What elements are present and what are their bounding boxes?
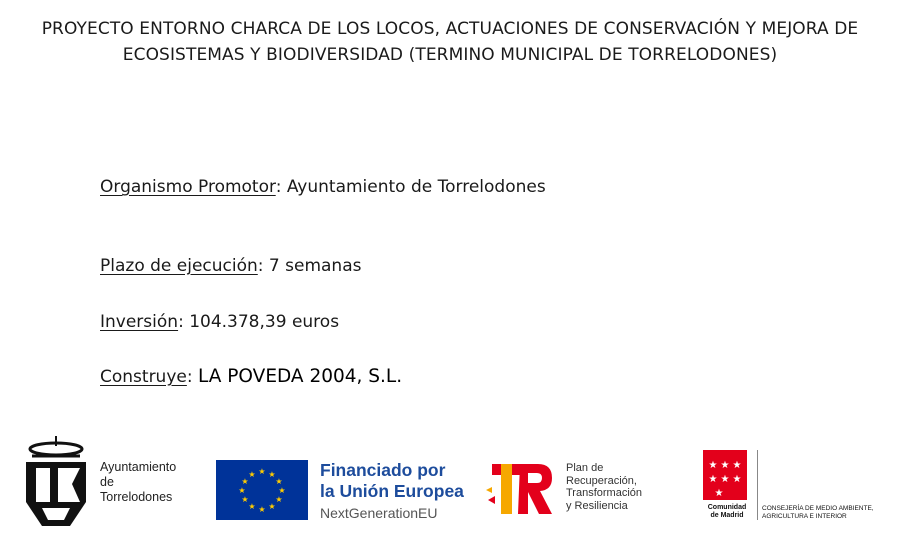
field-promotor-label: Organismo Promotor xyxy=(100,177,276,197)
ayuntamiento-text xyxy=(100,460,176,505)
prtr-line2: Recuperación, xyxy=(566,474,637,487)
field-construye-value: LA POVEDA 2004, S.L. xyxy=(198,366,403,387)
svg-text:★: ★ xyxy=(258,467,266,476)
field-inversion xyxy=(100,312,339,332)
svg-text:★: ★ xyxy=(248,502,256,511)
svg-text:★: ★ xyxy=(241,477,249,486)
svg-text:★: ★ xyxy=(732,474,742,485)
prtr-line1: Plan de xyxy=(566,462,604,474)
ayuntamiento-line2: de xyxy=(100,475,114,489)
svg-text:★: ★ xyxy=(732,460,742,471)
svg-text:★: ★ xyxy=(278,486,286,495)
madrid-divider xyxy=(757,450,758,520)
svg-text:★: ★ xyxy=(708,474,718,485)
madrid-name xyxy=(698,504,756,520)
field-promotor-value: Ayuntamiento de Torrelodones xyxy=(286,177,546,197)
field-inversion-value: 104.378,39 euros xyxy=(189,312,340,332)
prtr-logo-icon xyxy=(486,460,556,516)
madrid-name-line1: Comunidad xyxy=(707,504,747,511)
field-construye xyxy=(100,366,402,387)
svg-text:★: ★ xyxy=(248,470,256,479)
logos-footer xyxy=(0,430,900,530)
eu-line3: NextGenerationEU xyxy=(320,505,438,521)
svg-text:★: ★ xyxy=(268,502,276,511)
field-promotor-sep: : xyxy=(275,177,287,197)
eu-line2: la Unión Europea xyxy=(320,481,464,501)
field-construye-label: Construye xyxy=(100,367,187,387)
svg-text:★: ★ xyxy=(268,470,276,479)
svg-text:★: ★ xyxy=(708,460,718,471)
prtr-line4: y Resiliencia xyxy=(566,499,628,512)
eu-funding-text xyxy=(320,460,464,524)
project-title: PROYECTO ENTORNO CHARCA DE LOS LOCOS, ACTUACIONES DE CONSERVACIÓN Y MEJORA DE ECOSISTEMAS Y BIODIVERSIDAD (TERMINO MUNICIPAL DE TORRELODONES) xyxy=(41,19,859,65)
field-plazo xyxy=(100,256,361,276)
madrid-flag-icon xyxy=(703,450,747,500)
field-promotor xyxy=(100,177,546,197)
madrid-dept-line2: AGRICULTURA E INTERIOR xyxy=(762,513,847,520)
svg-text:★: ★ xyxy=(241,495,249,504)
field-plazo-sep: : xyxy=(257,256,269,276)
field-inversion-sep: : xyxy=(178,312,190,332)
svg-text:★: ★ xyxy=(275,495,283,504)
svg-text:★: ★ xyxy=(275,477,283,486)
svg-text:★: ★ xyxy=(258,505,266,514)
field-plazo-value: 7 semanas xyxy=(268,256,362,276)
madrid-dept-line1: CONSEJERÍA DE MEDIO AMBIENTE, xyxy=(762,505,874,512)
torrelodones-crest-icon xyxy=(20,432,92,528)
ayuntamiento-line3: Torrelodones xyxy=(100,490,173,504)
field-construye-sep: : xyxy=(186,367,198,387)
eu-flag-icon xyxy=(216,460,308,520)
svg-text:★: ★ xyxy=(720,474,730,485)
svg-text:★: ★ xyxy=(238,486,246,495)
field-plazo-label: Plazo de ejecución xyxy=(100,256,258,276)
prtr-text xyxy=(566,462,642,512)
ayuntamiento-line1: Ayuntamiento xyxy=(100,460,177,474)
eu-line1: Financiado por xyxy=(320,460,446,480)
svg-text:★: ★ xyxy=(714,488,724,499)
svg-text:★: ★ xyxy=(720,460,730,471)
field-inversion-label: Inversión xyxy=(100,312,179,332)
madrid-department xyxy=(762,505,874,521)
prtr-line3: Transformación xyxy=(566,487,643,499)
madrid-name-line2: de Madrid xyxy=(710,512,744,519)
